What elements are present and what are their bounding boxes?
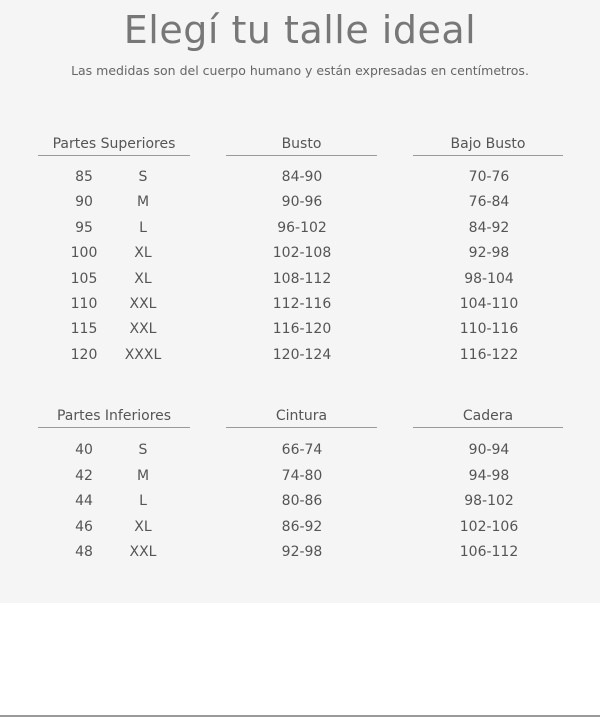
column-header: Busto: [281, 136, 322, 152]
size-letter: S: [138, 442, 148, 458]
size-letter: L: [139, 219, 147, 236]
size-letter: XL: [134, 245, 152, 262]
size-number: 85: [75, 169, 93, 185]
measure-range: 80-86: [281, 493, 323, 509]
measure-range: 102-106: [459, 518, 519, 535]
measure-range: 110-116: [459, 321, 519, 338]
size-letter: XXL: [129, 296, 157, 312]
measure-range: 112-116: [272, 296, 332, 312]
measure-range: 84-92: [468, 219, 510, 236]
size-letter: L: [139, 493, 147, 509]
size-letter: XXXL: [124, 346, 162, 363]
measure-range: 66-74: [281, 442, 323, 458]
column-header: Cadera: [462, 408, 514, 424]
measure-range: 102-108: [272, 245, 332, 262]
measure-range: 76-84: [468, 194, 510, 211]
size-number: 90: [75, 194, 93, 211]
size-number: 46: [75, 518, 93, 535]
header-underline: [38, 427, 190, 428]
size-letter: XL: [134, 270, 152, 287]
measure-range: 90-94: [468, 442, 510, 458]
size-number: 105: [70, 270, 98, 287]
header-underline: [38, 155, 190, 156]
column-header: Cintura: [275, 408, 328, 424]
measure-range: 90-96: [281, 194, 323, 211]
measure-range: 94-98: [468, 467, 510, 484]
header-underline: [226, 155, 377, 156]
column-header: Partes Inferiores: [56, 408, 172, 424]
size-number: 48: [75, 544, 93, 560]
header-underline: [226, 427, 377, 428]
size-number: 42: [75, 467, 93, 484]
measure-range: 116-120: [272, 321, 332, 338]
measure-range: 70-76: [468, 169, 510, 185]
measure-range: 108-112: [272, 270, 332, 287]
page-subtitle: Las medidas son del cuerpo humano y están expresadas en centímetros.: [71, 63, 529, 78]
size-number: 115: [70, 321, 98, 338]
size-letter: S: [138, 169, 148, 185]
size-letter: XXL: [129, 321, 157, 338]
measure-range: 116-122: [459, 346, 519, 363]
measure-range: 104-110: [459, 296, 519, 312]
column-header: Partes Superiores: [52, 136, 176, 152]
measure-range: 74-80: [281, 467, 323, 484]
measure-range: 96-102: [277, 219, 327, 236]
page-title: Elegí tu talle ideal: [123, 8, 477, 52]
column-header: Bajo Busto: [450, 136, 526, 152]
size-letter: XL: [134, 518, 152, 535]
measure-range: 120-124: [272, 346, 332, 363]
size-letter: M: [136, 194, 150, 211]
size-number: 100: [70, 245, 98, 262]
measure-range: 92-98: [468, 245, 510, 262]
size-number: 44: [75, 493, 93, 509]
measure-range: 106-112: [459, 544, 519, 560]
size-letter: XXL: [129, 544, 157, 560]
measure-range: 92-98: [281, 544, 323, 560]
measure-range: 98-102: [464, 493, 514, 509]
size-letter: M: [136, 467, 150, 484]
size-number: 120: [70, 346, 98, 363]
size-number: 110: [70, 296, 98, 312]
measure-range: 98-104: [464, 270, 514, 287]
header-underline: [413, 155, 563, 156]
size-number: 40: [75, 442, 93, 458]
size-number: 95: [75, 219, 93, 236]
header-underline: [413, 427, 563, 428]
measure-range: 86-92: [281, 518, 323, 535]
measure-range: 84-90: [281, 169, 323, 185]
